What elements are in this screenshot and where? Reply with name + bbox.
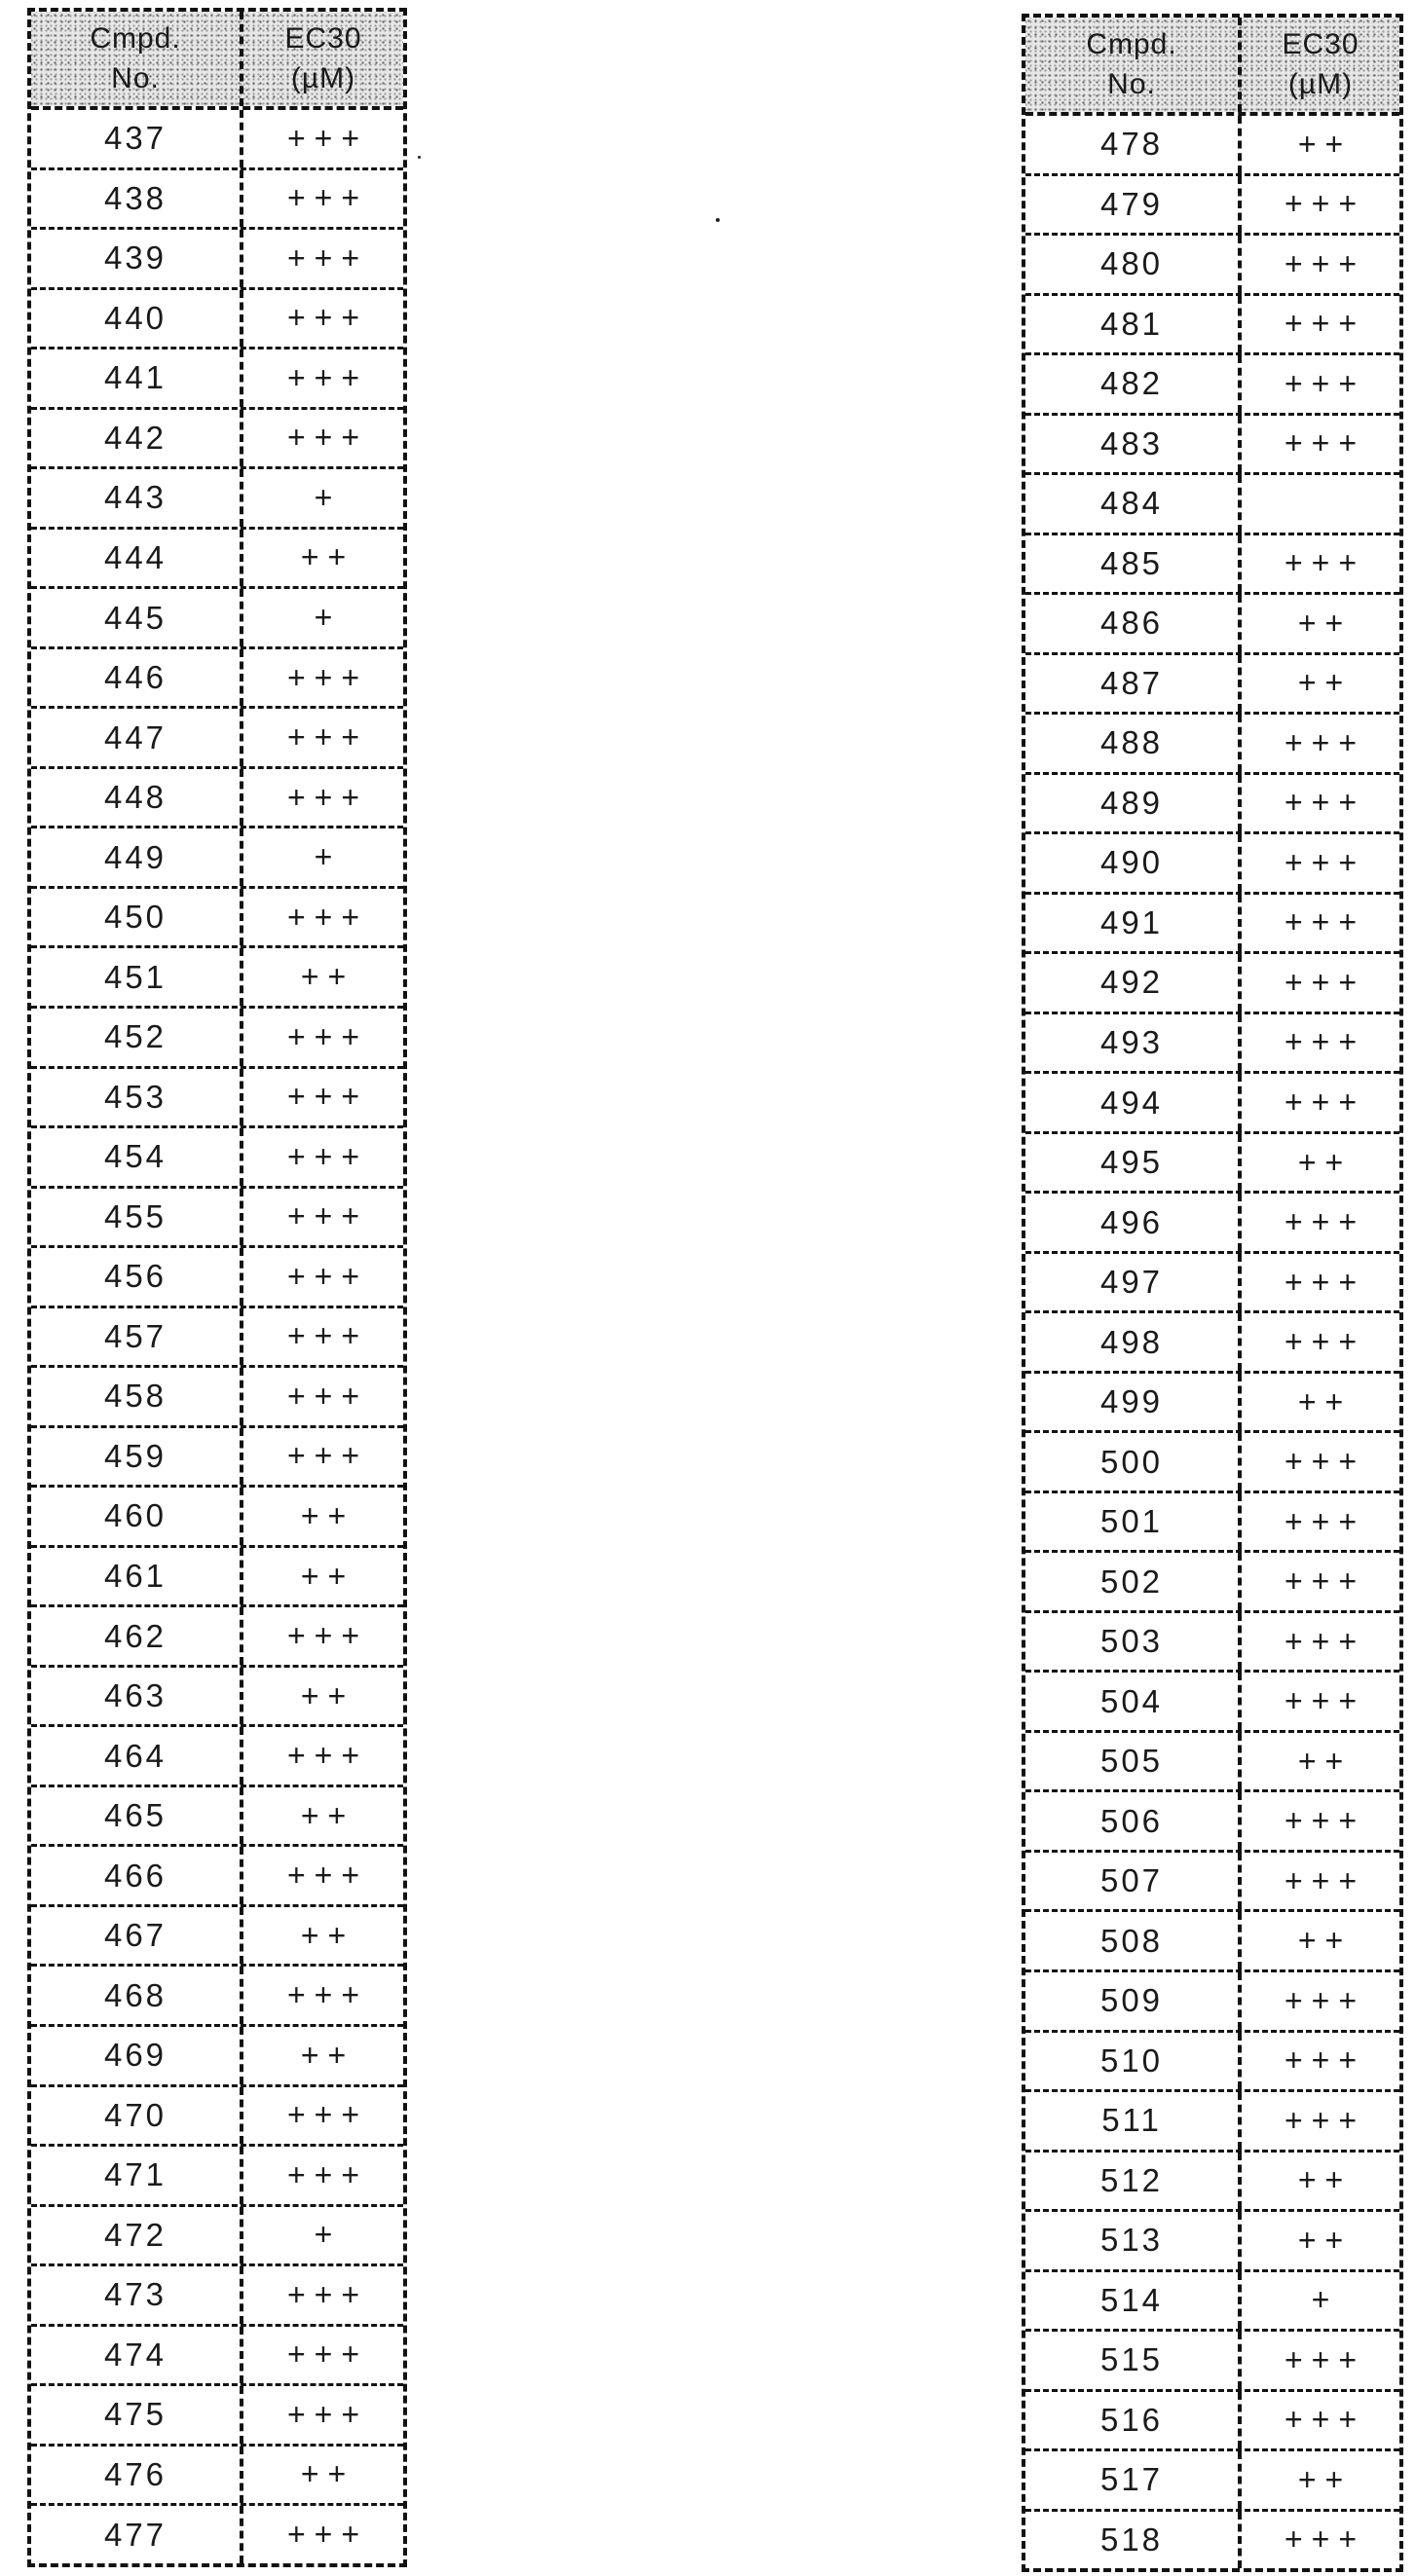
table-row [31,1545,403,1605]
ec30-value-cell: ++ [300,1497,355,1533]
compound-number-cell: 485 [1025,535,1242,593]
ec30-value-cell: +++ [1284,1264,1366,1300]
table-row [31,1785,403,1845]
table-row [1025,1789,1399,1850]
table-row [31,1066,403,1126]
table-row [1025,233,1399,293]
table-row [31,2084,403,2145]
ec30-value-cell: +++ [286,300,369,336]
table-row [31,110,403,167]
ec30-value-cell: +++ [286,2276,369,2312]
compound-number-cell: 449 [31,828,243,886]
compound-number-cell: 438 [31,170,243,228]
table-row [31,227,403,287]
table-row [1025,712,1399,772]
compound-number-cell: 476 [31,2447,243,2504]
ec30-value-cell: +++ [286,1198,369,1234]
table-row [1025,951,1399,1012]
ec30-value-cell: ++ [1297,1743,1353,1779]
compound-number-cell: 501 [1025,1493,1242,1551]
table-header-row [1025,18,1399,116]
compound-number-cell: 437 [31,110,243,167]
table-row [31,2144,403,2204]
ec30-value-cell: +++ [286,1858,369,1894]
table-row [31,1964,403,2024]
compound-table-left [27,8,407,2567]
ec30-value-cell: +++ [286,2337,369,2373]
compound-number-cell: 496 [1025,1194,1242,1251]
compound-number-cell: 457 [31,1308,243,1366]
ec30-value-cell: +++ [286,420,369,456]
table-row [1025,472,1399,533]
ec30-value-cell: ++ [300,539,355,575]
ec30-value-cell: ++ [1297,1923,1353,1959]
ec30-value-cell [1242,475,1399,533]
compound-number-cell: 443 [31,469,243,527]
table-row [1025,1550,1399,1610]
table-row [31,1186,403,1246]
ec30-value-cell: +++ [286,1079,369,1115]
table-row [1025,1490,1399,1551]
compound-number-cell: 514 [1025,2272,1242,2330]
table-row [1025,1430,1399,1490]
table-row [31,826,403,886]
ec30-value-cell: +++ [286,1618,369,1654]
table-row [31,1604,403,1665]
compound-number-cell: 487 [1025,655,1242,713]
compound-number-cell: 492 [1025,954,1242,1012]
compound-number-cell: 470 [31,2087,243,2145]
table-header-row [31,12,403,110]
ec30-value-cell: +++ [1284,1024,1366,1060]
ec30-value-cell: + [314,600,342,636]
ec30-value-cell: +++ [1284,1324,1366,1360]
compound-number-cell: 494 [1025,1074,1242,1131]
table-row [31,1904,403,1965]
ec30-value-cell: +++ [286,1738,369,1774]
ec30-value-cell: +++ [1284,844,1366,880]
ec30-value-cell: ++ [1297,2461,1353,2497]
ec30-value-cell: +++ [286,1318,369,1354]
table-row [1025,1610,1399,1671]
compound-number-cell: 472 [31,2207,243,2264]
table-row [1025,892,1399,952]
header-line: No. [1107,67,1156,100]
table-row [31,466,403,527]
ec30-value-cell: +++ [1284,724,1366,760]
ec30-value-cell: +++ [1284,2341,1366,2377]
ec30-value-cell: +++ [1284,1683,1366,1719]
ec30-value-cell: ++ [300,1797,355,1833]
compound-number-cell: 509 [1025,1972,1242,2030]
table-row [31,2503,403,2563]
table-row [1025,413,1399,473]
ec30-value-cell: +++ [286,2097,369,2133]
compound-number-cell: 456 [31,1248,243,1306]
header-line: Cmpd. [1086,28,1177,60]
ec30-value-cell: +++ [286,120,369,156]
compound-number-cell: 461 [31,1548,243,1605]
compound-number-cell: 450 [31,889,243,946]
table-row [31,287,403,348]
table-row [1025,1131,1399,1192]
table-row [1025,173,1399,234]
table-row [1025,2389,1399,2449]
ec30-value-cell: +++ [1284,2102,1366,2138]
compound-number-cell: 486 [1025,595,1242,652]
table-row [1025,2209,1399,2269]
compound-number-cell: 442 [31,410,243,467]
table-row [31,1844,403,1904]
table-row [1025,1969,1399,2030]
ec30-value-cell: +++ [1284,1623,1366,1659]
compound-number-cell: 462 [31,1607,243,1665]
compound-number-cell: 481 [1025,296,1242,353]
table-row [1025,1071,1399,1131]
compound-number-cell: 491 [1025,895,1242,952]
table-row [31,2444,403,2504]
table-row [1025,1012,1399,1072]
table-row [1025,1850,1399,1910]
compound-number-cell: 444 [31,530,243,587]
compound-number-cell: 508 [1025,1912,1242,1969]
compound-number-cell: 515 [1025,2332,1242,2389]
header-line: Cmpd. [90,22,181,55]
table-row [31,347,403,407]
ec30-value-cell: +++ [1284,1564,1366,1600]
ec30-value-cell: ++ [1297,1383,1353,1419]
compound-number-cell: 513 [1025,2212,1242,2269]
table-row [31,527,403,587]
table-row [1025,352,1399,413]
ec30-value-cell: ++ [1297,665,1353,701]
table-row [31,1306,403,1366]
compound-number-cell: 454 [31,1128,243,1186]
compound-table-right [1022,14,1403,2572]
compound-number-cell: 467 [31,1907,243,1965]
compound-number-cell: 516 [1025,2392,1242,2449]
table-row [1025,1730,1399,1790]
table-row [1025,1909,1399,1969]
compound-number-cell: 463 [31,1668,243,1725]
compound-number-cell: 474 [31,2327,243,2384]
compound-number-cell: 440 [31,290,243,348]
ec30-value-cell: +++ [286,1438,369,1474]
compound-number-cell: 455 [31,1189,243,1246]
compound-number-cell: 484 [1025,475,1242,533]
compound-number-cell: 517 [1025,2451,1242,2509]
compound-number-cell: 469 [31,2027,243,2084]
ec30-value-cell: +++ [286,2396,369,2432]
table-row [31,1665,403,1725]
compound-number-cell: 458 [31,1368,243,1425]
table-row [31,1724,403,1785]
ec30-value-cell: ++ [1297,2222,1353,2258]
ec30-value-cell: +++ [286,779,369,815]
table-row [31,1365,403,1425]
table-row [31,646,403,707]
table-row [1025,2448,1399,2509]
ec30-value-cell: +++ [1284,2402,1366,2438]
ec30-value-cell: ++ [300,1677,355,1713]
compound-number-cell: 483 [1025,416,1242,473]
compound-number-cell: 480 [1025,236,1242,293]
compound-number-header [31,12,243,106]
compound-number-cell: 500 [1025,1433,1242,1490]
header-line: (µM) [1287,67,1354,100]
ec30-value-cell: +++ [1284,2521,1366,2558]
ec30-value-cell: + [314,479,342,515]
ec30-value-cell: +++ [286,659,369,695]
table-row [1025,772,1399,832]
compound-number-cell: 468 [31,1967,243,2024]
table-row [31,1245,403,1306]
compound-number-cell: 448 [31,769,243,827]
ec30-value-cell: +++ [286,1258,369,1294]
table-row [31,766,403,827]
header-line: EC30 [1282,28,1359,60]
compound-number-cell: 518 [1025,2512,1242,2569]
table-row [31,1425,403,1486]
table-row [31,2324,403,2384]
ec30-value-cell: +++ [1284,1204,1366,1240]
compound-number-cell: 451 [31,948,243,1006]
table-row [31,407,403,467]
compound-number-cell: 466 [31,1847,243,1904]
compound-number-cell: 505 [1025,1733,1242,1790]
compound-number-cell: 506 [1025,1792,1242,1850]
ec30-value-cell: +++ [1284,1803,1366,1839]
table-row [31,2024,403,2084]
compound-number-cell: 498 [1025,1313,1242,1371]
table-row [1025,2030,1399,2090]
compound-number-cell: 441 [31,350,243,407]
ec30-value-cell: +++ [1284,186,1366,222]
ec30-value-cell: +++ [1284,1862,1366,1898]
ec30-value-cell: +++ [286,1018,369,1054]
ec30-header [243,12,403,106]
table-row [31,2263,403,2324]
compound-number-cell: 478 [1025,116,1242,173]
table-row [1025,2150,1399,2210]
compound-number-cell: 439 [31,230,243,287]
ec30-value-cell: +++ [1284,365,1366,401]
scan-speck [418,156,421,159]
table-row [1025,533,1399,593]
table-row [31,945,403,1006]
compound-number-cell: 453 [31,1069,243,1126]
table-row [1025,1670,1399,1730]
compound-number-cell: 452 [31,1009,243,1066]
ec30-value-cell: +++ [1284,1503,1366,1539]
ec30-value-cell: ++ [300,959,355,995]
compound-number-cell: 471 [31,2147,243,2204]
table-row [1025,2089,1399,2150]
header-line: (µM) [290,61,356,94]
compound-number-cell: 511 [1025,2092,1242,2150]
compound-number-cell: 510 [1025,2033,1242,2090]
ec30-value-cell: +++ [286,2517,369,2553]
compound-number-cell: 479 [1025,176,1242,234]
header-line: No. [111,61,160,94]
table-row [1025,116,1399,173]
table-row [31,2204,403,2264]
table-row [31,167,403,228]
ec30-value-cell: +++ [286,1378,369,1414]
ec30-value-cell: +++ [1284,904,1366,940]
compound-number-cell: 504 [1025,1673,1242,1730]
ec30-value-cell: +++ [1284,545,1366,581]
ec30-value-cell: +++ [1284,964,1366,1000]
compound-number-header [1025,18,1242,112]
ec30-value-cell: ++ [1297,126,1353,162]
compound-number-cell: 464 [31,1727,243,1785]
ec30-value-cell: +++ [1284,1982,1366,2018]
compound-number-cell: 460 [31,1488,243,1545]
compound-number-cell: 482 [1025,355,1242,413]
ec30-value-cell: +++ [286,1138,369,1174]
compound-number-cell: 507 [1025,1853,1242,1910]
compound-number-cell: 499 [1025,1374,1242,1431]
compound-number-cell: 465 [31,1787,243,1845]
compound-number-cell: 503 [1025,1613,1242,1671]
ec30-value-cell: ++ [300,2037,355,2073]
table-row [1025,1251,1399,1311]
compound-number-cell: 459 [31,1428,243,1486]
table-row [31,1485,403,1545]
compound-number-cell: 477 [31,2506,243,2563]
compound-number-cell: 495 [1025,1134,1242,1192]
compound-number-cell: 490 [1025,834,1242,892]
ec30-value-cell: +++ [286,2156,369,2192]
header-line: EC30 [284,22,362,55]
ec30-value-cell: +++ [1284,1444,1366,1480]
table-row [1025,831,1399,892]
table-body [31,110,403,2563]
compound-number-cell: 512 [1025,2153,1242,2210]
ec30-value-cell: +++ [1284,425,1366,461]
ec30-value-cell: +++ [1284,306,1366,342]
ec30-value-cell: +++ [286,899,369,935]
ec30-value-cell: +++ [286,1977,369,2013]
ec30-value-cell: ++ [300,2456,355,2492]
ec30-value-cell: ++ [1297,2162,1353,2198]
table-row [1025,1310,1399,1371]
ec30-value-cell: + [314,2217,342,2253]
ec30-value-cell: +++ [1284,2042,1366,2079]
ec30-value-cell: +++ [1284,1085,1366,1120]
compound-number-cell: 475 [31,2386,243,2444]
table-row [1025,2329,1399,2389]
table-row [31,2383,403,2444]
compound-number-cell: 473 [31,2266,243,2324]
compound-number-cell: 446 [31,649,243,707]
compound-number-cell: 502 [1025,1553,1242,1610]
ec30-header [1242,18,1399,112]
ec30-value-cell: ++ [1297,605,1353,641]
ec30-value-cell: +++ [286,180,369,216]
ec30-value-cell: ++ [300,1558,355,1594]
compound-number-cell: 493 [1025,1014,1242,1072]
ec30-value-cell: +++ [1284,245,1366,281]
ec30-value-cell: +++ [1284,785,1366,821]
compound-number-cell: 447 [31,709,243,766]
compound-number-cell: 489 [1025,775,1242,832]
ec30-value-cell: +++ [286,239,369,276]
table-row [31,886,403,946]
table-row [31,1006,403,1066]
table-row [1025,2269,1399,2330]
table-row [1025,2509,1399,2569]
table-row [31,1125,403,1186]
ec30-value-cell: +++ [286,359,369,395]
table-row [1025,1191,1399,1251]
table-row [1025,592,1399,652]
scan-speck [716,218,720,222]
ec30-value-cell: +++ [286,719,369,755]
ec30-value-cell: + [314,839,342,875]
ec30-value-cell: + [1311,2282,1339,2318]
table-body [1025,116,1399,2568]
ec30-value-cell: ++ [300,1917,355,1953]
table-row [1025,293,1399,353]
compound-number-cell: 497 [1025,1254,1242,1311]
table-row [1025,1371,1399,1431]
table-row [1025,652,1399,713]
compound-number-cell: 445 [31,589,243,646]
table-row [31,706,403,766]
ec30-value-cell: ++ [1297,1144,1353,1180]
table-row [31,586,403,646]
compound-number-cell: 488 [1025,715,1242,772]
